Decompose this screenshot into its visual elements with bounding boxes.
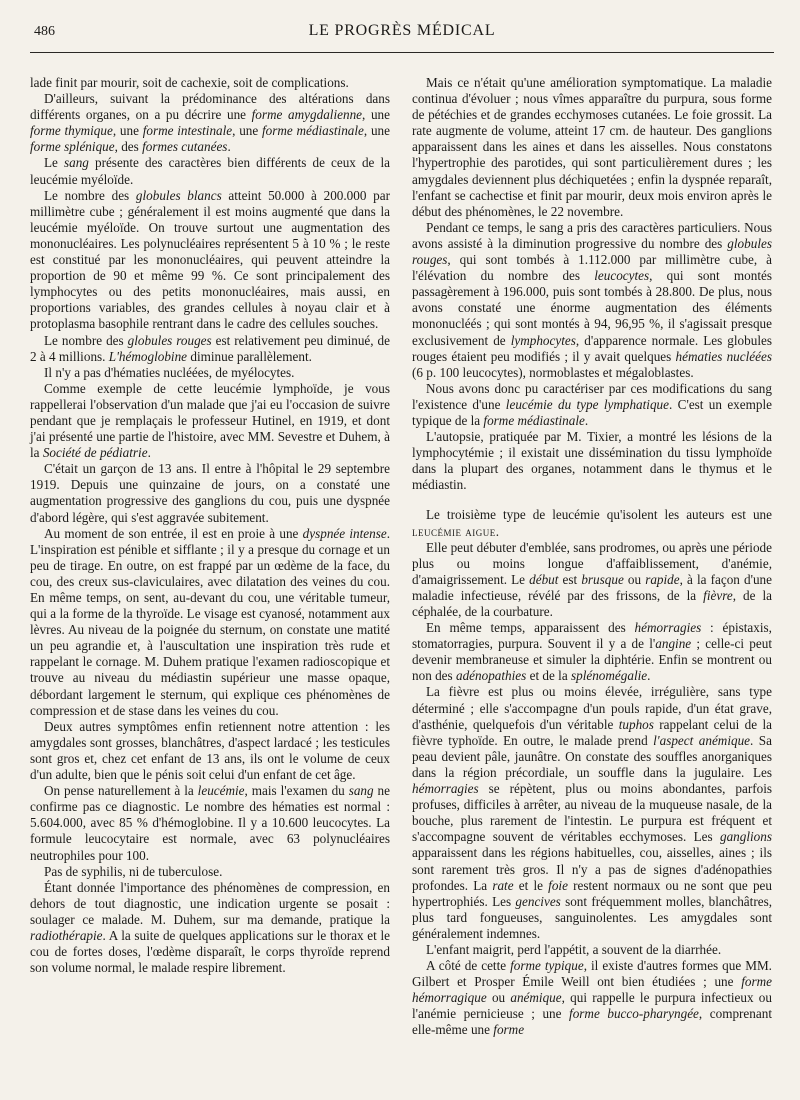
paragraph: Le sang présente des caractères bien différents de ceux de la leucémie myéloïde. (30, 155, 390, 187)
text-columns (30, 75, 774, 1039)
paragraph: La fièvre est plus ou moins élevée, irrégulière, sans type déterminé ; elle s'accompagne d'un pouls rapide, d'un état grave, d'asthénie, quelquefois d'un véritable tuphos rappelant celui de la fièvre typhoïde. En outre, le malade prend l'aspect anémique. Sa peau devient pâle, jaunâtre. On constate des souffles anorganiques dans la région précordiale, un souffle dans la jugulaire. Les hémorragies se répètent, plus ou moins abondantes, parfois profuses, difficiles à arrêter, au niveau de la muqueuse nasale, de la bouche, plus rarement de l'intestin. Le purpura est fréquent et s'accompagne souvent de véritables ecchymoses. Les ganglions apparaissent dans les régions habituelles, cou, aisselles, aines ; ils sont rarement très gros. Il n'y a pas de signes d'adénopathies profondes. La rate et le foie restent normaux ou ne sont que peu hypertrophiés. Les gencives sont fréquemment molles, blanchâtres, plus tard fongueuses, sanguinolentes. Les amygdales sont généralement indemnes. (412, 684, 772, 941)
page-number: 486 (34, 24, 55, 39)
running-title: LE PROGRÈS MÉDICAL (308, 22, 496, 39)
paragraph: C'était un garçon de 13 ans. Il entre à l'hôpital le 29 septembre 1919. Depuis une quinzaine de jours, on a constaté une augmentation progressive des ganglions du cou, puis une dyspnée d'abord légère, qui s'est aggravée subitement. (30, 461, 390, 525)
paragraph: Au moment de son entrée, il est en proie à une dyspnée intense. L'inspiration est pénible et sifflante ; il y a presque du cornage et un peu de tirage. En outre, on est frappé par un œdème de la face, du cou, des creux sus-claviculaires, avec dilatation des veines du cou. En même temps, on sent, au-devant du cou, une véritable tumeur, qui a la forme de la thyroïde. Le visage est cyanosé, notamment aux lèvres. Au niveau de la poignée du sternum, on constate une matité un peu agrandie et, à l'auscultation une inspiration très rude et rappelant le cornage. M. Duhem pratique l'examen radioscopique et trouve au niveau du médiastin supérieur une masse opaque, débordant largement le sternum, qui explique ces phénomènes de compression et de stase dans les veines du cou. (30, 525, 391, 718)
paragraph: A côté de cette forme typique, il existe d'autres formes que MM. Gilbert et Prosper Émile Weill ont bien étudiées ; une forme hémorragique ou anémique, qui rappelle le purpura infectieux ou l'anémie pernicieuse ; une forme bucco-pharyngée, comprenant elle-même une forme (412, 958, 772, 1038)
paragraph: En même temps, apparaissent des hémorragies : épistaxis, stomatorragies, purpura. Souvent il y a de l'angine ; celle-ci peut devenir membraneuse et simuler la diphtérie. Enfin se montrent ou non des adénopathies et de la splénomégalie. (412, 620, 772, 684)
paragraph: On pense naturellement à la leucémie, mais l'examen du sang ne confirme pas ce diagnostic. Le nombre des hématies est normal : 5.604.000, avec 85 % d'hémoglobine. Il y a 10.600 leucocytes. La formule leucocytaire est normale, avec 63 polynucléaires neutrophiles pour 100. (30, 783, 391, 863)
paragraph: Mais ce n'était qu'une amélioration symptomatique. La maladie continua d'évoluer ; nous vîmes apparaître du purpura, sous forme de pétéchies et de grandes ecchymoses cutanées. Le foie grossit. La rate augmente de volume, atteint 17 cm. de hauteur. Des ganglions apparaissent dans les aines et dans les aisselles. Nous constatons l'hypertrophie des parotides, qui sont particulièrement dures ; les amygdales deviennent plus déchiquetées ; enfin la dyspnée reparaît, l'enfant se cachectise et finit par mourir, deux mois environ après le début des phénomènes, le 22 novembre. (412, 75, 772, 219)
paragraph: Le nombre des globules blancs atteint 50.000 à 200.000 par millimètre cube ; généralement il est moins augmenté que dans la leucémie myéloïde. On trouve surtout une augmentation des mononucléaires. Les polynucléaires représentent 5 à 10 % ; le reste est constitué par les mononucléaires, qui peuvent atteindre la proportion de 90 et même 99 %. Ce sont principalement des lymphocytes ou des petits mononucléaires, mais aussi, en proportions variables, des grandes cellules à noyau clair et à protoplasma basophile rentrant dans le cadre des cellules souches. (30, 187, 390, 332)
paragraph: lade finit par mourir, soit de cachexie, soit de complications. (30, 75, 349, 90)
paragraph: Il n'y a pas d'hématies nucléées, de myélocytes. (44, 364, 295, 380)
paragraph: D'ailleurs, suivant la prédominance des altérations dans différents organes, on a pu décrire une forme amygdalienne, une forme thymique, une forme intestinale, une forme médiastinale, une forme splénique, des formes cutanées. (30, 91, 390, 155)
paragraph: Deux autres symptômes enfin retiennent notre attention : les amygdales sont grosses, blanchâtres, d'aspect lardacé ; les testicules sont gros et, chez cet enfant de 13 ans, ils ont le volume de ceux d'un adulte, bien que le pénis soit celui d'un enfant de cet âge. (30, 718, 390, 783)
left-column (30, 75, 390, 1039)
right-column (412, 75, 772, 1039)
paragraph: Pas de syphilis, ni de tuberculose. (44, 863, 223, 879)
paragraph: L'enfant maigrit, perd l'appétit, a souvent de la diarrhée. (426, 941, 722, 957)
paragraph: Pendant ce temps, le sang a pris des caractères particuliers. Nous avons assisté à la diminution progressive du nombre des globules rouges, qui sont tombés à 1.112.000 par millimètre cube, à l'élévation du nombre des leucocytes, qui sont montés passagèrement à 196.000, puis sont tombés à 28.800. De plus, nous avons constaté une énorme augmentation des éléments mononucléés ; qui sont montés à 94, 96,95 %, il s'agissait presque exclusivement de lymphocytes, d'apparence normale. Les globules rouges étaient peu modifiés ; il y avait quelques hématies nucléées (6 p. 100 leucocytes), normoblastes et mégaloblastes. (412, 219, 772, 380)
page-header (30, 18, 774, 53)
paragraph: Nous avons donc pu caractériser par ces modifications du sang l'existence d'une leucémie du type lymphatique. C'est un exemple typique de la forme médiastinale. (412, 380, 772, 428)
paragraph: Elle peut débuter d'emblée, sans prodromes, ou après une période plus ou moins longue d'affaiblissement, d'anémie, d'amaigrissement. Le début est brusque ou rapide, à la façon d'une maladie infectieuse, révélé par des frissons, de la fièvre, de la céphalée, de la courbature. (412, 539, 772, 619)
paragraph: Comme exemple de cette leucémie lymphoïde, je vous rappellerai l'observation d'un malade que j'ai eu l'occasion de suivre pendant que je remplaçais le professeur Hutinel, en 1919, et dont j'ai présenté une partie de l'histoire, avec MM. Sevestre et Duhem, à la Société de pédiatrie. (30, 380, 390, 461)
paragraph: Le troisième type de leucémie qu'isolent les auteurs est une leucémie aigue. (412, 507, 772, 539)
paragraph: L'autopsie, pratiquée par M. Tixier, a montré les lésions de la lymphocytémie ; il existait une dissémination du tissu lymphoïde dans la plupart des organes, notamment dans le thymus et le médiastin. (412, 429, 772, 493)
paragraph: Étant donnée l'importance des phénomènes de compression, en dehors de tout diagnostic, une indication urgente se posait : soulager ce malade. M. Duhem, sur ma demande, pratique la radiothérapie. A la suite de quelques applications sur le thorax et le cou de fortes doses, l'œdème disparaît, le corps thyroïde reprend son volume normal, le malade respire librement. (30, 879, 390, 976)
paragraph: Le nombre des globules rouges est relativement peu diminué, de 2 à 4 millions. L'hémoglobine diminue parallèlement. (30, 332, 390, 364)
